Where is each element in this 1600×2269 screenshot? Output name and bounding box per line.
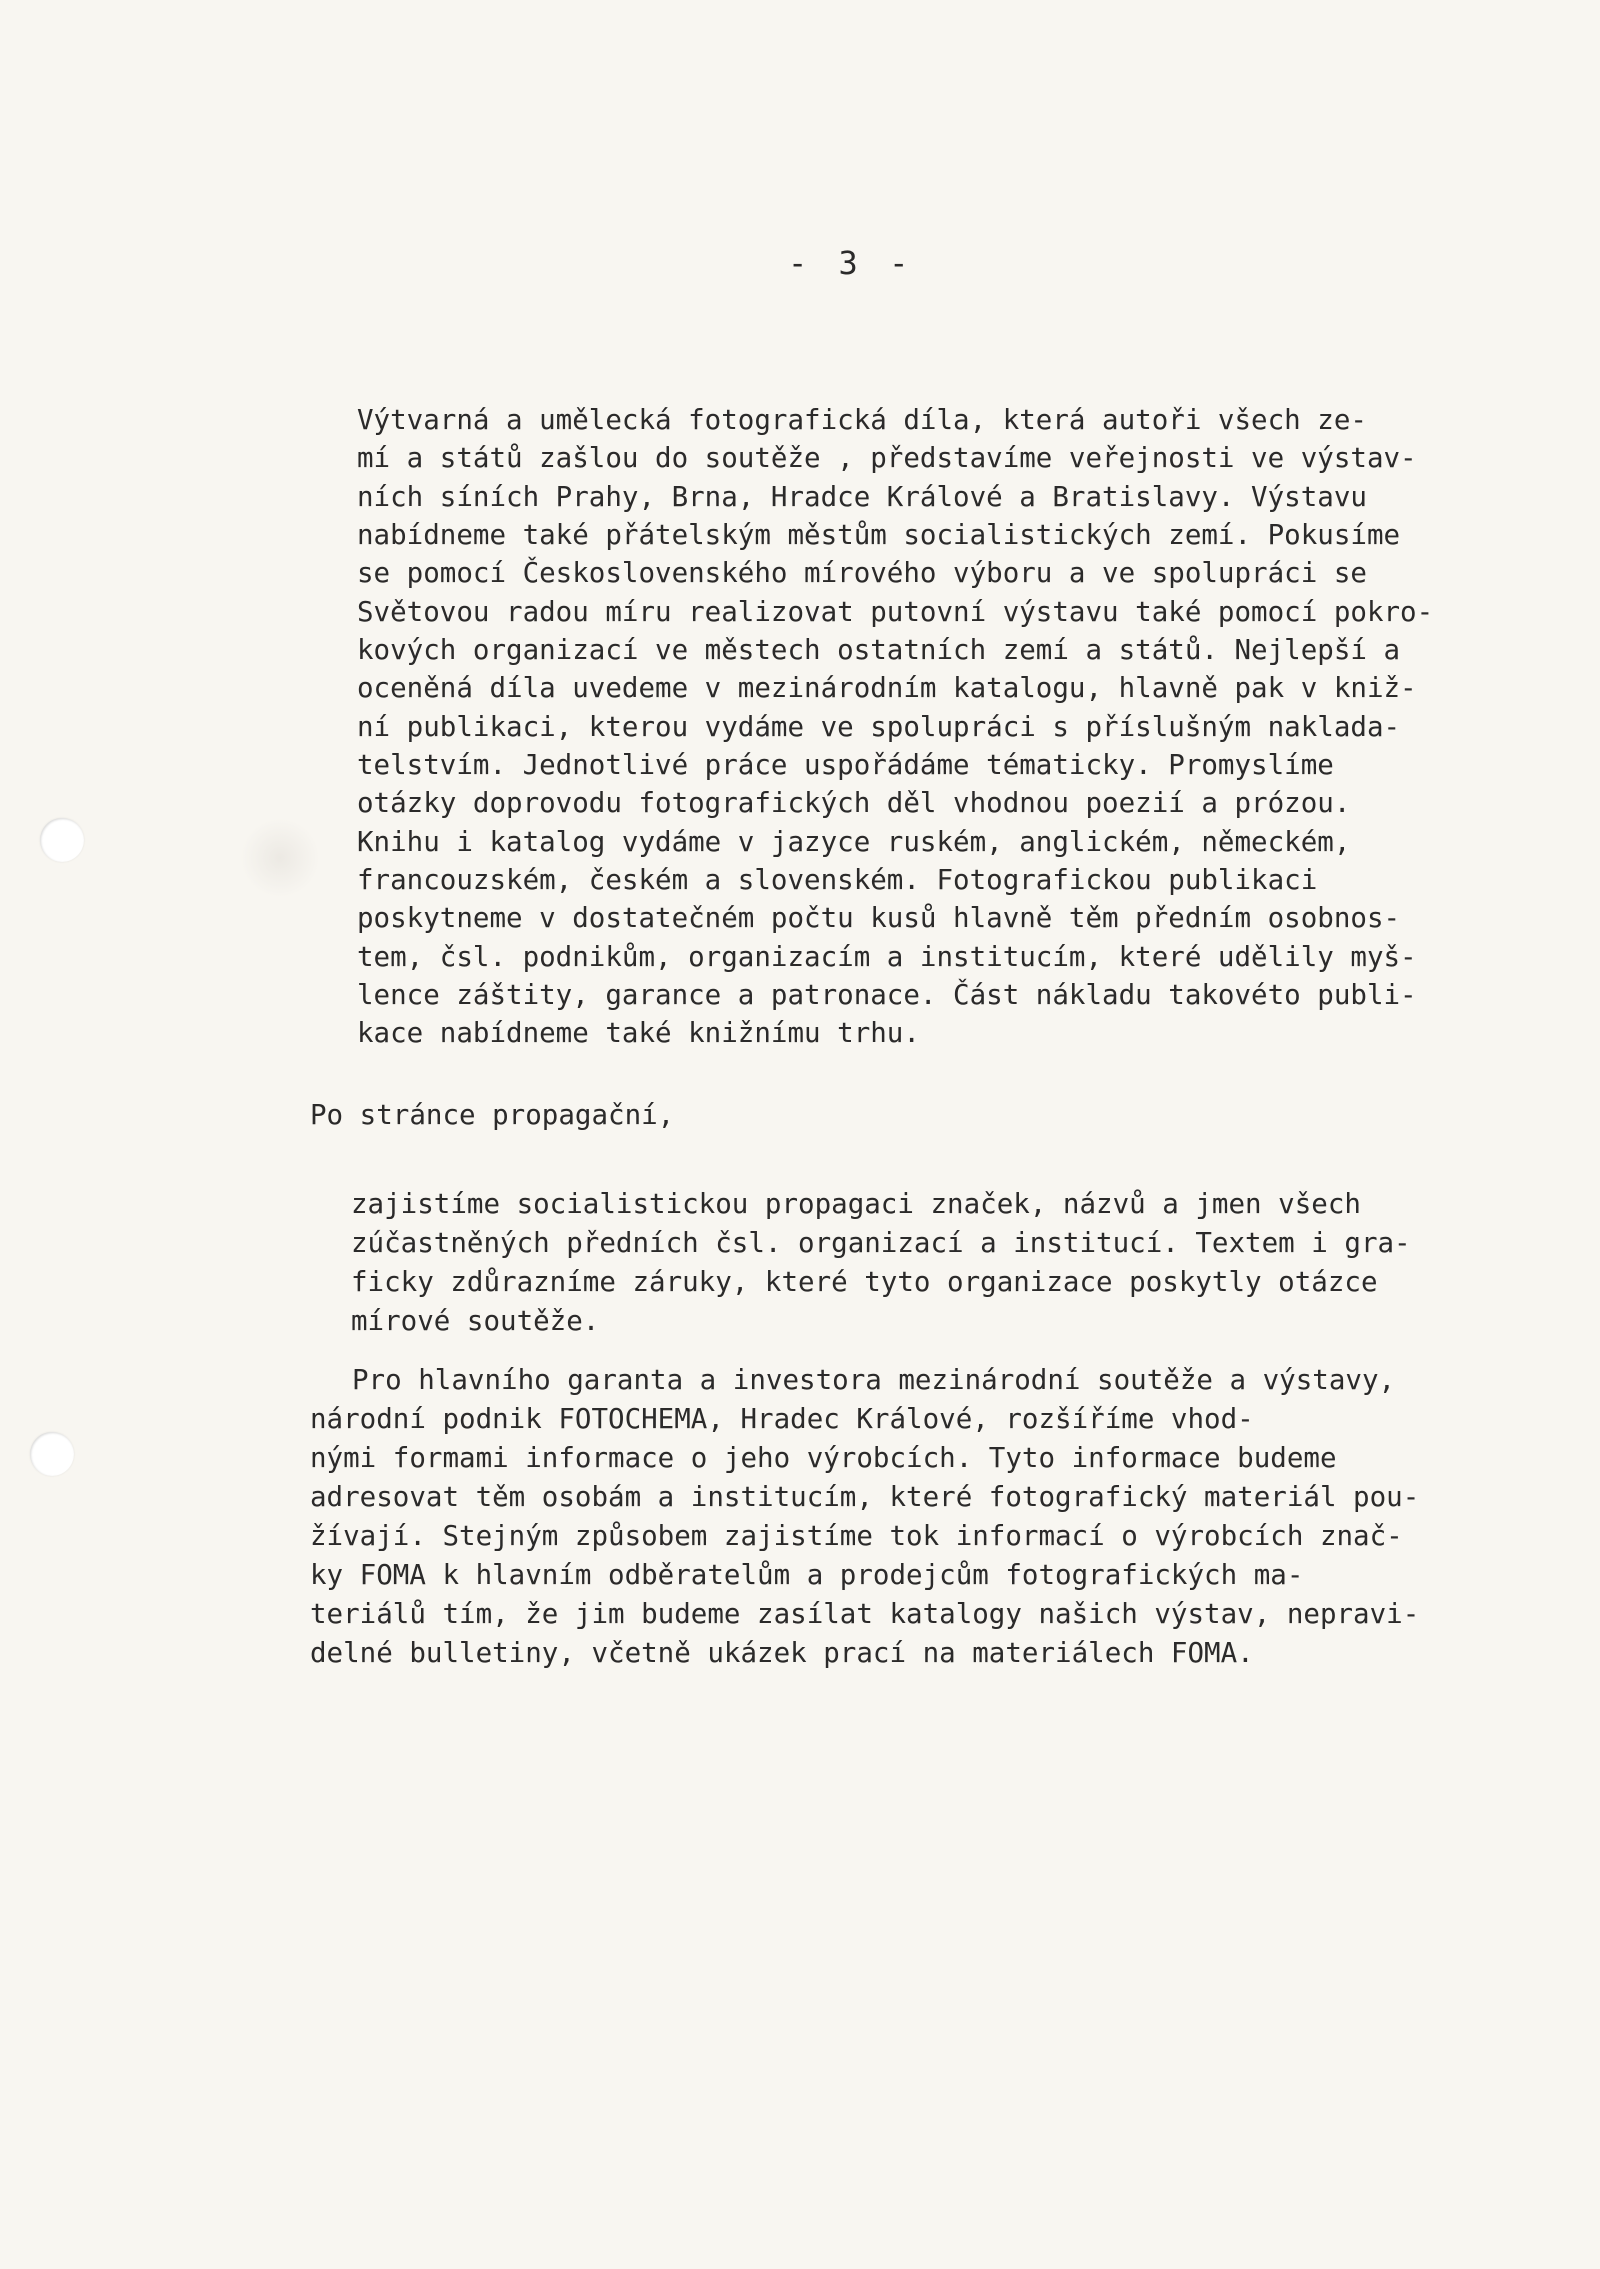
text-line: delné bulletiny, včetně ukázek prací na materiálech FOMA. [310, 1637, 1254, 1669]
text-line: zajistíme socialistickou propagaci značek, názvů a jmen všech [351, 1188, 1361, 1220]
text-line: Pro hlavního garanta a investora mezinárodní soutěže a výstavy, [352, 1364, 1396, 1396]
text-line: se pomocí Československého mírového výboru a ve spolupráci se [357, 557, 1367, 589]
text-line: žívají. Stejným způsobem zajistíme tok informací o výrobcích znač- [310, 1520, 1403, 1552]
paper-smudge [240, 818, 320, 898]
text-line: ky FOMA k hlavním odběratelům a prodejcům fotografických ma- [310, 1559, 1304, 1591]
text-line: francouzském, českém a slovenském. Fotografickou publikaci [357, 864, 1318, 896]
text-line: mírové soutěže. [351, 1305, 600, 1337]
text-line: nabídneme také přátelským městům socialistických zemí. Pokusíme [357, 519, 1401, 551]
section-heading: Po stránce propagační, [310, 1099, 675, 1131]
text-line: Výtvarná a umělecká fotografická díla, která autoři všech ze- [357, 404, 1367, 436]
text-line: otázky doprovodu fotografických děl vhodnou poezií a prózou. [357, 787, 1351, 819]
text-line: kových organizací ve městech ostatních zemí a států. Nejlepší a [357, 634, 1401, 666]
text-line: oceněná díla uvedeme v mezinárodním katalogu, hlavně pak v kniž- [357, 672, 1417, 704]
text-line: teriálů tím, že jim budeme zasílat katalogy našich výstav, nepravi- [310, 1598, 1420, 1630]
page-number: - 3 - [788, 244, 915, 282]
text-line: ních síních Prahy, Brna, Hradce Králové a Bratislavy. Výstavu [357, 481, 1367, 513]
text-line: mí a států zašlou do soutěže , představíme veřejnosti ve výstav- [357, 442, 1417, 474]
text-line: nými formami informace o jeho výrobcích. Tyto informace budeme [310, 1442, 1337, 1474]
text-line: národní podnik FOTOCHEMA, Hradec Králové, rozšíříme vhod- [310, 1403, 1254, 1435]
punch-hole-top [40, 818, 84, 862]
text-line: tem, čsl. podnikům, organizacím a institucím, které udělily myš- [357, 941, 1417, 973]
text-line: zúčastněných předních čsl. organizací a institucí. Textem i gra- [351, 1227, 1411, 1259]
text-line: Knihu i katalog vydáme v jazyce ruském, anglickém, německém, [357, 826, 1351, 858]
text-line: lence záštity, garance a patronace. Část nákladu takovéto publi- [357, 979, 1417, 1011]
text-line: adresovat těm osobám a institucím, které fotografický materiál pou- [310, 1481, 1420, 1513]
text-line: kace nabídneme také knižnímu trhu. [357, 1017, 920, 1049]
text-line: ní publikaci, kterou vydáme ve spolupráci s příslušným naklada- [357, 711, 1401, 743]
text-line: telstvím. Jednotlivé práce uspořádáme tématicky. Promyslíme [357, 749, 1334, 781]
text-line: ficky zdůrazníme záruky, které tyto organizace poskytly otázce [351, 1266, 1378, 1298]
text-line: poskytneme v dostatečném počtu kusů hlavně těm předním osobnos- [357, 902, 1401, 934]
punch-hole-bottom [30, 1432, 74, 1476]
text-line: Světovou radou míru realizovat putovní výstavu také pomocí pokro- [357, 596, 1434, 628]
